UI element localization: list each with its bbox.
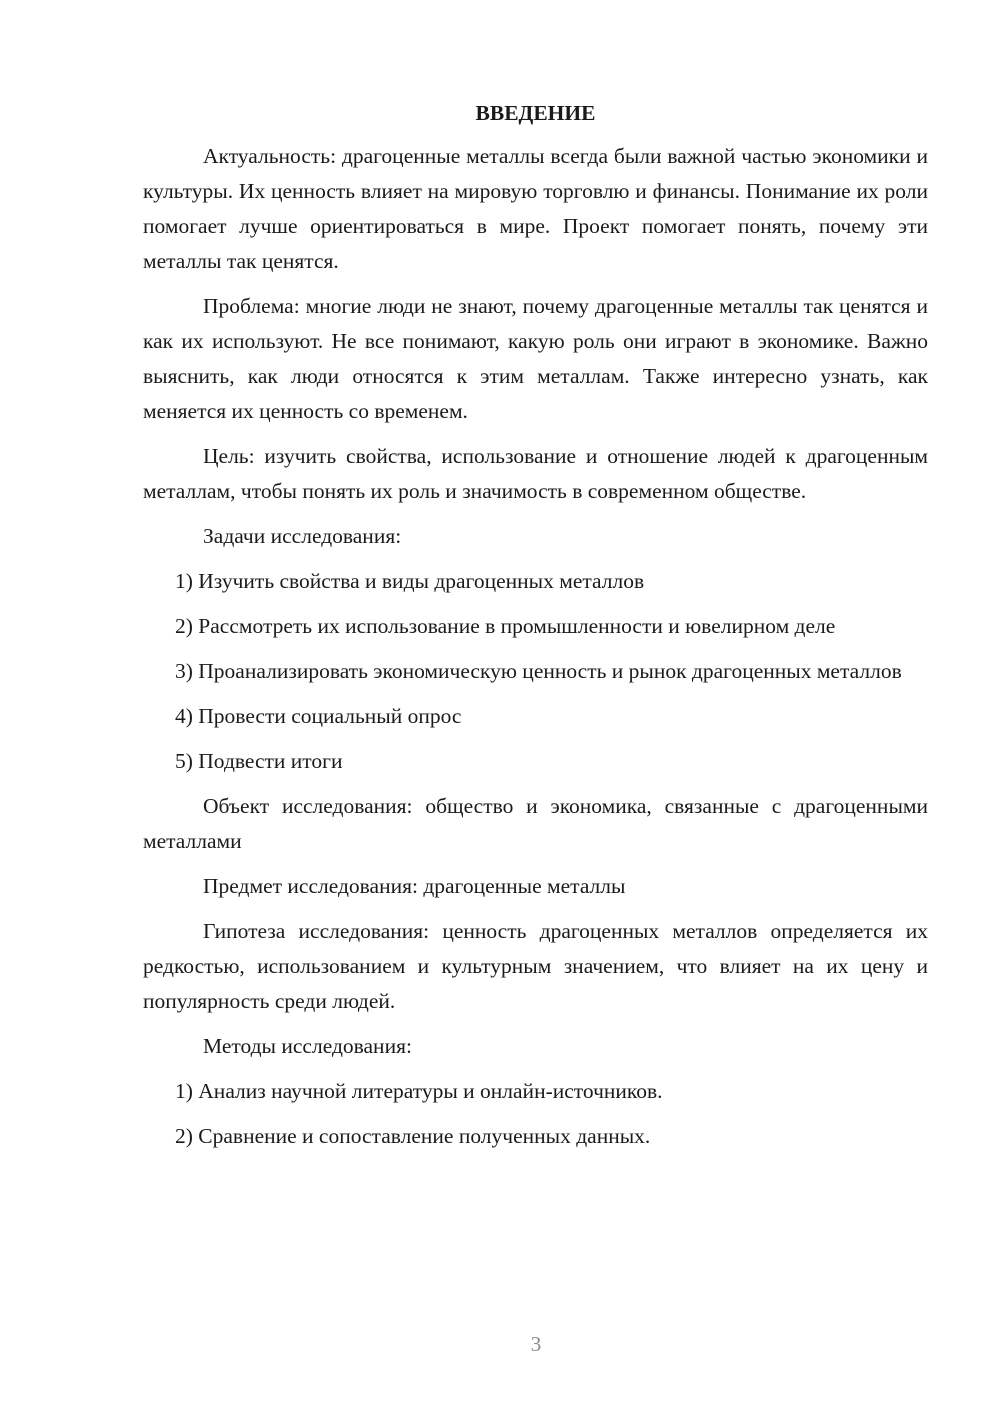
problem-paragraph: Проблема: многие люди не знают, почему драгоценные металлы так ценятся и как их используют. Не все понимают, какую роль они играют в экономике. Важно выяснить, как люди относятся к этим металлам. Также интересно узнать, как меняется их ценность со временем. bbox=[143, 294, 928, 423]
task-item: 1) Изучить свойства и виды драгоценных металлов bbox=[175, 569, 645, 593]
goal-paragraph: Цель: изучить свойства, использование и отношение людей к драгоценным металлам, чтобы понять их роль и значимость в современном обществе. bbox=[143, 444, 928, 503]
task-item: 2) Рассмотреть их использование в промышленности и ювелирном деле bbox=[175, 614, 836, 638]
task-item: 4) Провести социальный опрос bbox=[175, 704, 462, 728]
methods-heading: Методы исследования: bbox=[203, 1034, 412, 1058]
section-title: ВВЕДЕНИЕ bbox=[475, 101, 596, 125]
relevance-paragraph: Актуальность: драгоценные металлы всегда были важной частью экономики и культуры. Их ценность влияет на мировую торговлю и финансы. Понимание их роли помогает лучше ориентироваться в мире. Проект помогает понять, почему эти металлы так ценятся. bbox=[143, 144, 928, 273]
method-item: 1) Анализ научной литературы и онлайн-источников. bbox=[175, 1079, 663, 1103]
task-item: 3) Проанализировать экономическую ценность и рынок драгоценных металлов bbox=[175, 659, 902, 683]
page-number: 3 bbox=[530, 1332, 542, 1356]
page-content bbox=[143, 96, 928, 1164]
tasks-heading: Задачи исследования: bbox=[203, 524, 402, 548]
method-item: 2) Сравнение и сопоставление полученных данных. bbox=[175, 1124, 651, 1148]
hypothesis-paragraph: Гипотеза исследования: ценность драгоценных металлов определяется их редкостью, использованием и культурным значением, что влияет на их цену и популярность среди людей. bbox=[143, 919, 928, 1013]
task-item: 5) Подвести итоги bbox=[175, 749, 343, 773]
object-paragraph: Объект исследования: общество и экономика, связанные с драгоценными металлами bbox=[143, 794, 928, 853]
subject-paragraph: Предмет исследования: драгоценные металлы bbox=[203, 874, 626, 898]
